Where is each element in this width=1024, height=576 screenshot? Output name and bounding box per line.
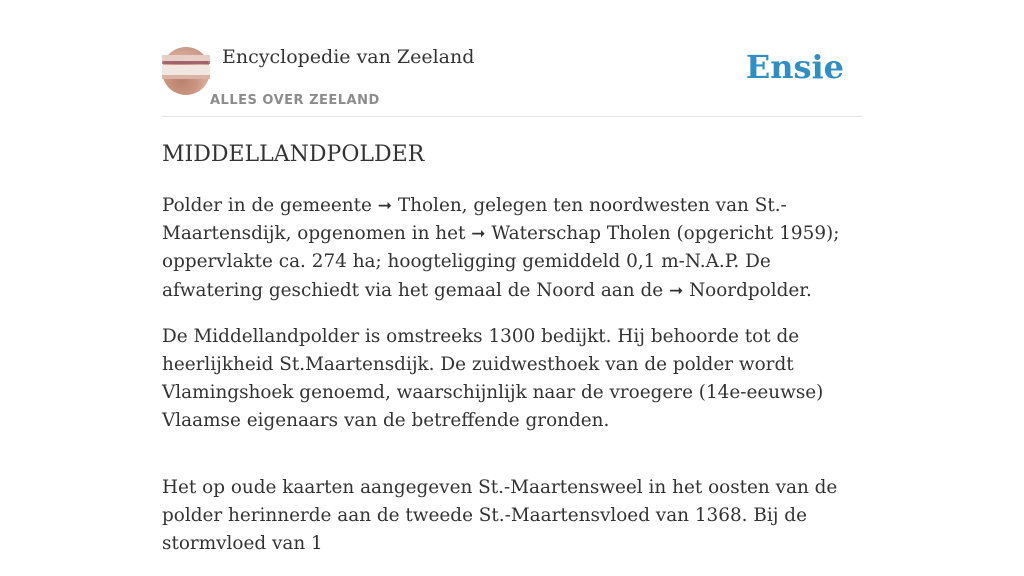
site-title[interactable]: Encyclopedie van Zeeland (222, 46, 475, 68)
site-avatar[interactable] (162, 47, 210, 95)
xref-link-waterschap-tholen[interactable] (471, 223, 670, 244)
site-tagline: ALLES OVER ZEELAND (210, 93, 380, 108)
xref-link-noordpolder[interactable] (669, 280, 806, 301)
entry-content (162, 140, 862, 576)
xref-label: Waterschap Tholen (485, 223, 671, 245)
paragraph-text: Polder in de gemeente (162, 195, 378, 216)
avatar-image-band (162, 61, 210, 64)
paragraph-text: (opgericht 1959); oppervlakte ca. 274 ha; hoogteligging gemiddeld 0,1 m-N.A.P. De afwatering geschiedt via het gemaal de Noord aan de (162, 223, 840, 301)
paragraph-text: , gelegen ten noordwesten van St.-Maartensdijk, opgenomen in het (162, 195, 787, 245)
entry-title: MIDDELLANDPOLDER (162, 142, 425, 167)
arrow-right-icon: ➞ (377, 196, 393, 216)
xref-label: Noordpolder (683, 279, 807, 301)
entry-paragraph-3: Het op oude kaarten aangegeven St.-Maartensweel in het oosten van de polder herinnerde aan de tweede St.-Maartensvloed van 1368. Bij de stormvloed van 1 (162, 476, 838, 555)
avatar-image-band (162, 75, 210, 79)
avatar-image-band (162, 65, 210, 75)
ensie-logo-link[interactable]: Ensie (745, 48, 844, 86)
arrow-right-icon: ➞ (471, 224, 486, 245)
xref-label: Tholen (392, 195, 462, 216)
xref-link-tholen[interactable] (378, 195, 462, 216)
site-header (162, 40, 862, 117)
arrow-right-icon: ➞ (668, 280, 684, 301)
entry-paragraph-2: De Middellandpolder is omstreeks 1300 bedijkt. Hij behoorde tot de heerlijkheid St.Maartensdijk. De zuidwesthoek van de polder wordt Vlamingshoek genoemd, waarschijnlijk naar de vroegere (14e-eeuwse) Vlaamse eigenaars van de betreffende gronden. (162, 325, 824, 432)
entry-paragraph-1 (162, 192, 862, 305)
paragraph-text: . (806, 279, 812, 301)
